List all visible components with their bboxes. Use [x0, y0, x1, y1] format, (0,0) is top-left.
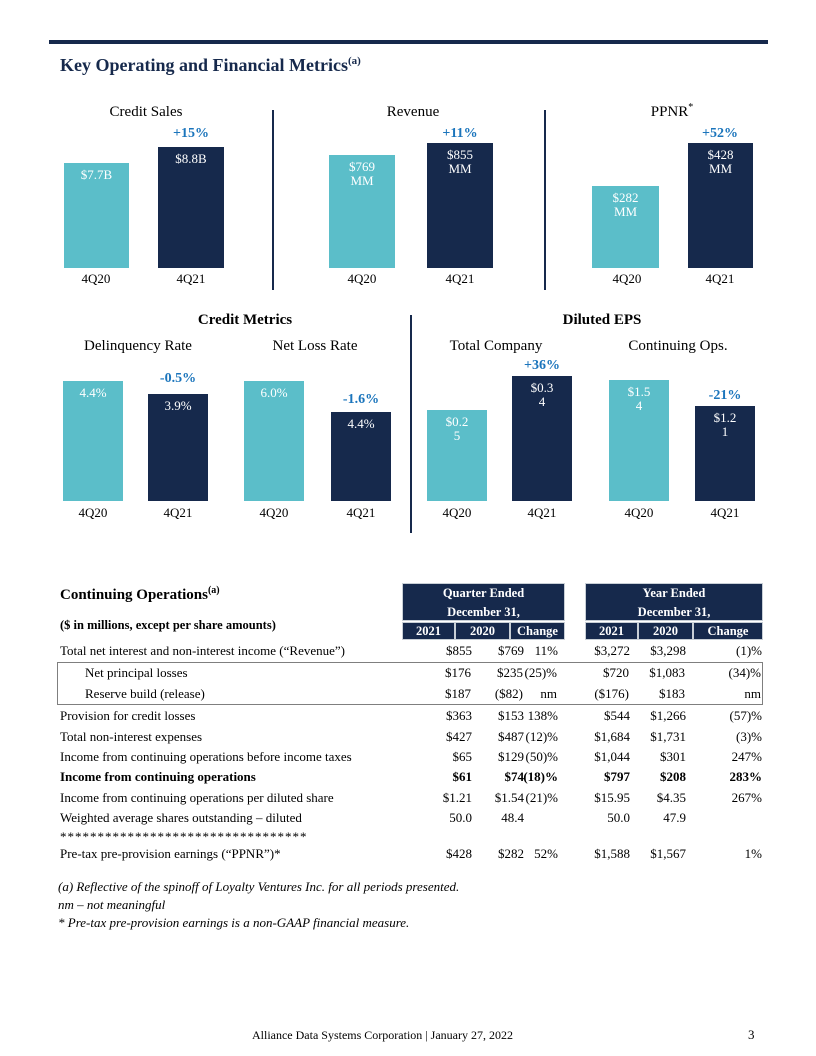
table-row	[57, 767, 763, 787]
table-subtitle: ($ in millions, except per share amounts)	[60, 618, 276, 632]
cell: nm	[744, 685, 761, 701]
bar-label-line: 4.4%	[79, 385, 107, 400]
continuing-ops-change-label: -21%	[708, 388, 742, 403]
bar-label-line: 3.9%	[164, 398, 192, 413]
cell: 47.9	[663, 810, 686, 826]
bar-label-line: 4.4%	[347, 416, 375, 431]
x-tick-label: 4Q21	[176, 271, 206, 286]
table-row	[58, 684, 762, 704]
bar-label-line: $1.2	[713, 410, 737, 425]
bar-value-label	[427, 415, 487, 443]
row-label: Total non-interest expenses	[60, 728, 203, 744]
page-title	[60, 55, 361, 76]
bar-label-line: MM	[350, 173, 374, 188]
cell: $61	[452, 769, 472, 785]
bar-label-line: MM	[708, 161, 733, 176]
x-tick-label: 4Q20	[78, 505, 108, 520]
bar-label-line: 1	[721, 424, 729, 439]
col-header-y-change: Change	[693, 622, 763, 640]
footnote-nm: nm – not meaningful	[58, 897, 166, 912]
cell: $544	[604, 708, 630, 724]
cell: $769	[498, 643, 524, 658]
cell: $363	[446, 708, 472, 724]
cell: ($176)	[594, 685, 629, 701]
x-tick-label: 4Q21	[163, 505, 193, 520]
cell: $301	[660, 748, 686, 764]
cell: 1%	[744, 845, 762, 861]
cell: $428	[446, 845, 472, 861]
table-row	[57, 641, 763, 661]
cell: (34)%	[728, 665, 761, 681]
page-title-footnote-ref: (a)	[347, 55, 361, 67]
credit-metrics-section-title: Credit Metrics	[197, 312, 293, 328]
table-row	[57, 788, 763, 808]
row-label: Weighted average shares outstanding – diluted	[60, 810, 302, 826]
continuing-ops-chart-title: Continuing Ops.	[628, 338, 728, 354]
bar-label-line: $0.3	[530, 380, 554, 395]
cell: (12)%	[525, 728, 558, 744]
table-row	[57, 829, 763, 844]
cell: $1,266	[650, 708, 686, 724]
net-loss-4q21-bar	[331, 412, 391, 501]
bar-label-line: $0.2	[445, 414, 469, 429]
cell: $1,684	[594, 728, 630, 744]
col-header-q-2020: 2020	[455, 622, 510, 640]
net-loss-rate-chart-title: Net Loss Rate	[272, 338, 358, 354]
cell: $129	[498, 748, 524, 764]
row-label: Pre-tax pre-provision earnings (“PPNR”)*	[60, 845, 281, 861]
page-title-text: Key Operating and Financial Metrics	[60, 55, 348, 75]
cell: (57)%	[729, 708, 762, 724]
row-label: Net principal losses	[85, 665, 188, 681]
row-label: Reserve build (release)	[85, 685, 205, 701]
cell: $15.95	[594, 789, 630, 805]
footnote-ppnr: * Pre-tax pre-provision earnings is a non-GAAP financial measure.	[58, 915, 410, 930]
cell: $187	[445, 685, 471, 701]
delinquency-4q21-bar	[148, 394, 208, 501]
x-tick-label: 4Q21	[710, 505, 740, 520]
cell: $4.35	[656, 789, 686, 805]
total-company-4q21-bar	[512, 376, 572, 501]
bar-label-line: $7.7B	[80, 167, 113, 182]
cell: nm	[540, 685, 557, 701]
quarter-ended-header	[402, 583, 565, 621]
credit-sales-change-label: +15%	[173, 126, 209, 141]
bar-value-label	[592, 191, 659, 219]
chart-title-sup: *	[688, 102, 694, 113]
table-row	[57, 706, 763, 726]
cell: $427	[446, 728, 472, 744]
chart-title-text: Revenue	[386, 104, 440, 120]
bar-label-line: $282	[612, 190, 639, 205]
revenue-chart-title	[353, 102, 473, 121]
bar-value-label	[609, 385, 669, 413]
table-row	[57, 747, 763, 767]
cell: 138%	[527, 708, 558, 724]
chart-divider	[410, 315, 412, 533]
table-row	[57, 808, 763, 828]
credit-sales-4q20-bar	[64, 163, 129, 268]
ppnr-chart-title	[612, 102, 732, 121]
bar-value-label	[427, 148, 493, 176]
cell: $3,272	[594, 643, 630, 658]
bar-label-line: $855	[447, 147, 473, 162]
table-body	[57, 641, 763, 864]
col-header-y-2021: 2021	[585, 622, 638, 640]
delinquency-4q20-bar	[63, 381, 123, 501]
bar-value-label	[244, 386, 304, 400]
cell: $1,731	[650, 728, 686, 744]
bar-value-label	[148, 399, 208, 413]
bar-value-label	[512, 381, 572, 409]
header-line: December 31,	[637, 605, 711, 619]
cell: (25)%	[524, 665, 557, 681]
cell: 267%	[731, 789, 762, 805]
table-title	[60, 585, 220, 604]
bar-value-label	[688, 148, 753, 176]
cell: $1,588	[594, 845, 630, 861]
cell: $797	[604, 769, 630, 785]
top-rule	[49, 40, 768, 44]
bar-label-line: $8.8B	[175, 151, 207, 166]
cell: $1,567	[650, 845, 686, 861]
cell: $235	[497, 665, 523, 681]
table-row	[58, 663, 762, 683]
x-tick-label: 4Q20	[612, 271, 642, 286]
x-tick-label: 4Q20	[81, 271, 111, 286]
net-loss-4q20-bar	[244, 381, 304, 501]
bar-label-line: $769	[349, 159, 375, 174]
row-label: Provision for credit losses	[60, 708, 196, 724]
row-label: Income from continuing operations before income taxes	[60, 748, 352, 764]
bar-label-line: 4	[538, 394, 546, 409]
cell: $1.54	[494, 789, 524, 805]
chart-title-text: Credit Sales	[109, 104, 183, 120]
header-line: Quarter Ended	[442, 586, 525, 600]
cell: $720	[603, 665, 629, 681]
cell: $1,083	[649, 665, 685, 681]
continuing-ops-4q20-bar	[609, 380, 669, 501]
total-company-4q20-bar	[427, 410, 487, 501]
cell: $487	[498, 728, 524, 744]
col-header-q-change: Change	[510, 622, 565, 640]
header-line: December 31,	[447, 605, 520, 619]
cell: $74	[504, 769, 524, 785]
cell: (18)%	[523, 769, 558, 785]
continuing-operations-table	[57, 583, 763, 866]
bar-label-line: 4	[635, 398, 643, 413]
continuing-ops-4q21-bar	[695, 406, 755, 501]
total-company-change-label: +36%	[524, 358, 560, 373]
bar-label-line: 6.0%	[260, 385, 288, 400]
chart-divider	[544, 110, 546, 290]
bar-value-label	[331, 417, 391, 431]
delinquency-rate-chart-title: Delinquency Rate	[84, 338, 192, 354]
chart-title-text: PPNR	[650, 104, 689, 120]
cell: 11%	[534, 643, 558, 658]
x-tick-label: 4Q21	[705, 271, 735, 286]
cell: $65	[452, 748, 472, 764]
table-row	[57, 844, 763, 864]
cell: $183	[659, 685, 685, 701]
cell: $282	[498, 845, 524, 861]
cell: $1.21	[442, 789, 472, 805]
cell: $855	[446, 643, 472, 658]
col-header-y-2020: 2020	[638, 622, 693, 640]
table-title-text: Continuing Operations	[60, 587, 208, 603]
page-number: 3	[748, 1027, 755, 1042]
net-loss-change-label: -1.6%	[342, 392, 380, 407]
total-company-chart-title: Total Company	[449, 338, 543, 354]
x-tick-label: 4Q21	[527, 505, 557, 520]
credit-sales-chart-title	[86, 102, 206, 121]
revenue-4q21-bar	[427, 143, 493, 268]
bar-value-label	[63, 386, 123, 400]
cell: 283%	[729, 769, 762, 785]
ppnr-change-label: +52%	[702, 126, 738, 141]
x-tick-label: 4Q20	[347, 271, 377, 286]
bar-label-line: 5	[453, 428, 461, 443]
bar-value-label	[158, 152, 224, 166]
row-label: Total net interest and non-interest income (“Revenue”)	[60, 643, 345, 658]
diluted-eps-section-title: Diluted EPS	[562, 312, 642, 328]
table-row	[57, 727, 763, 747]
cell: 52%	[534, 845, 558, 861]
cell: 247%	[731, 748, 762, 764]
bar-value-label	[329, 160, 395, 188]
x-tick-label: 4Q20	[259, 505, 289, 520]
cell: 50.0	[449, 810, 472, 826]
footnote-a: (a) Reflective of the spinoff of Loyalty Ventures Inc. for all periods presented.	[58, 879, 460, 894]
row-label: Income from continuing operations per diluted share	[60, 789, 334, 805]
credit-sales-4q21-bar	[158, 147, 224, 268]
cell: (1)%	[736, 643, 762, 658]
cell: $176	[445, 665, 471, 681]
cell: (3)%	[736, 728, 762, 744]
cell: $153	[498, 708, 524, 724]
revenue-4q20-bar	[329, 155, 395, 268]
revenue-change-label: +11%	[442, 126, 478, 141]
cell: $208	[660, 769, 686, 785]
footer-text: Alliance Data Systems Corporation | January 27, 2022	[251, 1028, 514, 1042]
bar-value-label	[64, 168, 129, 182]
x-tick-label: 4Q21	[445, 271, 475, 286]
cell: $1,044	[594, 748, 630, 764]
x-tick-label: 4Q20	[442, 505, 472, 520]
cell: $3,298	[650, 643, 686, 658]
bar-label-line: $1.5	[627, 384, 651, 399]
cell: 48.4	[501, 810, 524, 826]
ppnr-4q21-bar	[688, 143, 753, 268]
col-header-q-2021: 2021	[402, 622, 455, 640]
bar-label-line: MM	[613, 204, 638, 219]
chart-divider	[272, 110, 274, 290]
year-ended-header	[585, 583, 763, 621]
header-line: Year Ended	[642, 586, 706, 600]
x-tick-label: 4Q21	[346, 505, 376, 520]
delinquency-change-label: -0.5%	[159, 371, 197, 386]
cell: 50.0	[607, 810, 630, 826]
cell: ($82)	[494, 685, 523, 701]
bar-value-label	[695, 411, 755, 439]
row-label: Income from continuing operations	[60, 769, 256, 785]
x-tick-label: 4Q20	[624, 505, 654, 520]
highlight-box	[57, 662, 763, 705]
table-title-footnote-ref: (a)	[207, 585, 220, 596]
cell: (21)%	[525, 789, 558, 805]
bar-label-line: MM	[448, 161, 472, 176]
bar-label-line: $428	[707, 147, 734, 162]
ppnr-4q20-bar	[592, 186, 659, 268]
cell: (50)%	[525, 748, 558, 764]
row-label: *********************************	[60, 828, 308, 844]
